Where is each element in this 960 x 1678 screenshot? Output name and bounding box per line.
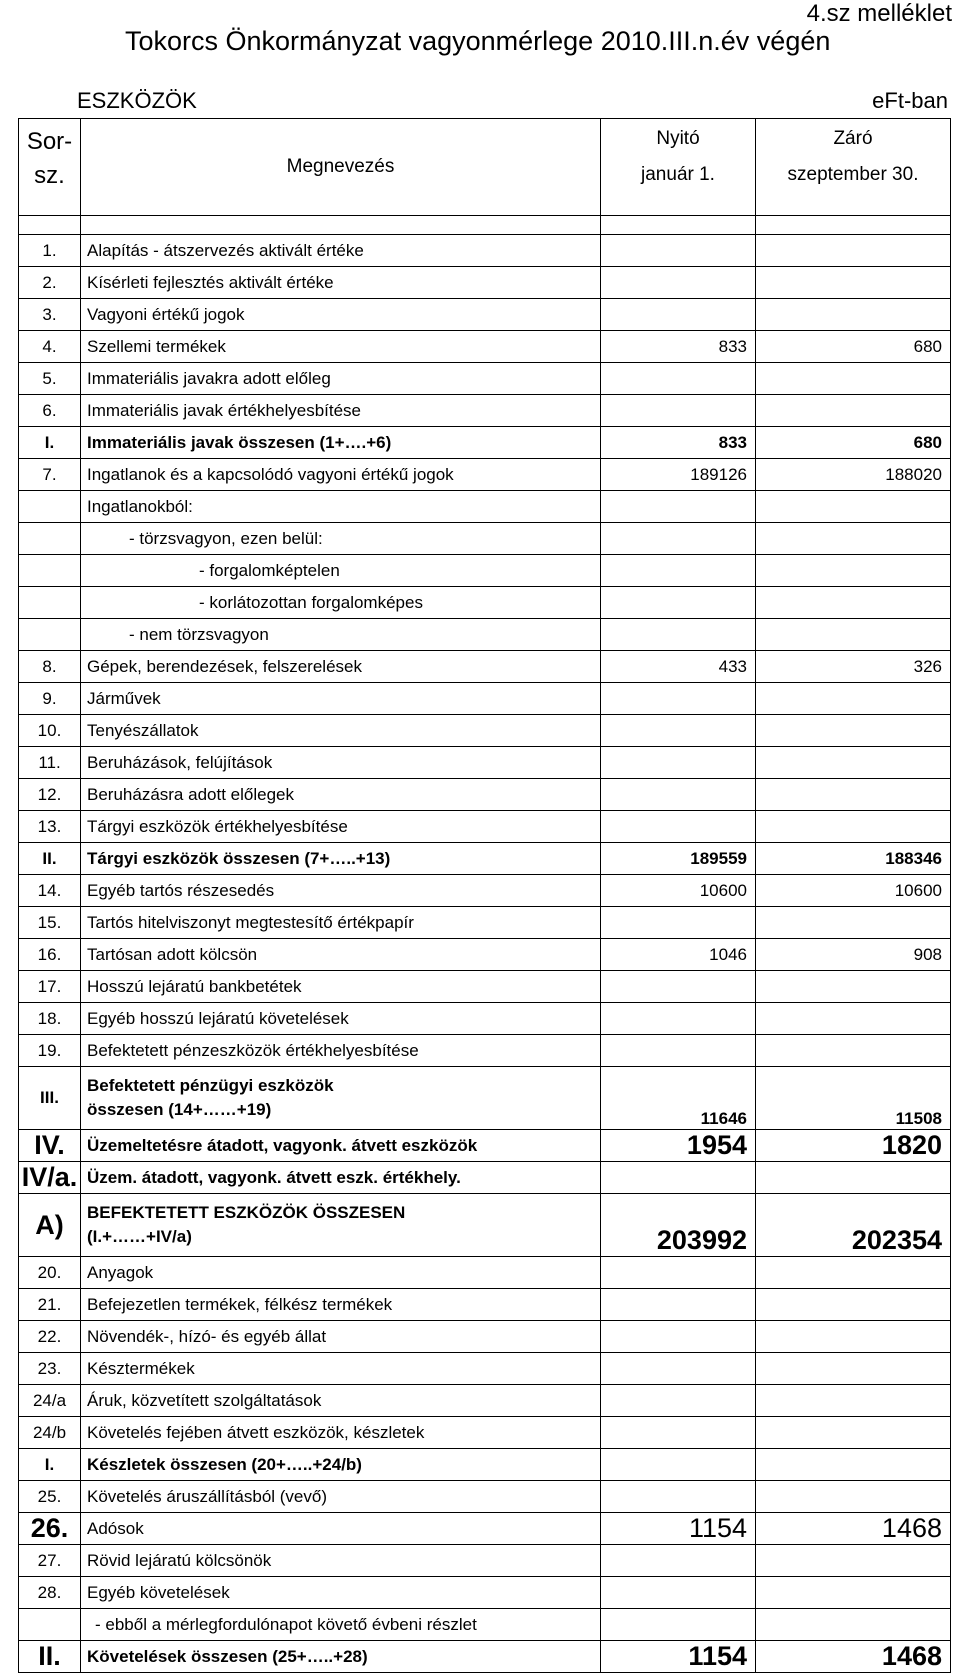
row-number bbox=[19, 555, 81, 587]
table-row bbox=[19, 875, 951, 907]
row-open-value bbox=[601, 907, 756, 939]
row-number: 3. bbox=[19, 299, 81, 331]
row-number: 11. bbox=[19, 747, 81, 779]
row-open-value: 833 bbox=[601, 331, 756, 363]
row-number: 6. bbox=[19, 395, 81, 427]
row-name: Egyéb követelések bbox=[81, 1577, 601, 1609]
row-close-value bbox=[756, 1257, 951, 1289]
row-name: Egyéb tartós részesedés bbox=[81, 875, 601, 907]
table-row bbox=[19, 1194, 951, 1257]
row-open-value bbox=[601, 1353, 756, 1385]
row-name: Immateriális javak összesen (1+….+6) bbox=[81, 427, 601, 459]
row-open-value bbox=[601, 1003, 756, 1035]
table-row bbox=[19, 747, 951, 779]
row-close-value bbox=[756, 235, 951, 267]
row-number: 27. bbox=[19, 1545, 81, 1577]
row-number: 14. bbox=[19, 875, 81, 907]
table-row bbox=[19, 459, 951, 491]
row-open-value bbox=[601, 1289, 756, 1321]
table-row bbox=[19, 427, 951, 459]
row-open-value bbox=[601, 299, 756, 331]
row-open-value: 1154 bbox=[601, 1641, 756, 1673]
row-name: Növendék-, hízó- és egyéb állat bbox=[81, 1321, 601, 1353]
row-open-value bbox=[601, 1385, 756, 1417]
row-open-value bbox=[601, 491, 756, 523]
row-close-value: 1468 bbox=[756, 1641, 951, 1673]
row-close-value bbox=[756, 1162, 951, 1194]
row-name: Ingatlanokból: bbox=[81, 491, 601, 523]
table-row bbox=[19, 587, 951, 619]
row-close-value bbox=[756, 523, 951, 555]
row-name: Készletek összesen (20+…..+24/b) bbox=[81, 1449, 601, 1481]
row-open-value bbox=[601, 1481, 756, 1513]
row-number bbox=[19, 1609, 81, 1641]
row-open-value bbox=[601, 395, 756, 427]
row-number: 24/b bbox=[19, 1417, 81, 1449]
row-close-value: 680 bbox=[756, 331, 951, 363]
row-open-value bbox=[601, 1417, 756, 1449]
table-row bbox=[19, 299, 951, 331]
row-name: Beruházásra adott előlegek bbox=[81, 779, 601, 811]
row-name-line1: Befektetett pénzügyi eszközök bbox=[87, 1076, 334, 1095]
row-close-value: 908 bbox=[756, 939, 951, 971]
table-row bbox=[19, 811, 951, 843]
table-row bbox=[19, 395, 951, 427]
row-number: 21. bbox=[19, 1289, 81, 1321]
row-name: Szellemi termékek bbox=[81, 331, 601, 363]
row-close-value: 10600 bbox=[756, 875, 951, 907]
balance-table bbox=[18, 118, 951, 1673]
row-number: 16. bbox=[19, 939, 81, 971]
row-number: 9. bbox=[19, 683, 81, 715]
row-name: Immateriális javakra adott előleg bbox=[81, 363, 601, 395]
table-row bbox=[19, 491, 951, 523]
row-close-value bbox=[756, 491, 951, 523]
section-title: ESZKÖZÖK bbox=[77, 88, 197, 113]
row-name: Üzem. átadott, vagyonk. átvett eszk. értékhely. bbox=[81, 1162, 601, 1194]
row-number: 23. bbox=[19, 1353, 81, 1385]
table-row bbox=[19, 1067, 951, 1130]
row-open-value bbox=[601, 587, 756, 619]
row-number: A) bbox=[19, 1194, 81, 1257]
row-name: Beruházások, felújítások bbox=[81, 747, 601, 779]
row-close-value: 1820 bbox=[756, 1130, 951, 1162]
row-open-value bbox=[601, 715, 756, 747]
row-name: - korlátozottan forgalomképes bbox=[81, 587, 601, 619]
table-row bbox=[19, 971, 951, 1003]
row-number: 13. bbox=[19, 811, 81, 843]
row-open-value: 1046 bbox=[601, 939, 756, 971]
table-row bbox=[19, 1513, 951, 1545]
row-name: Kísérleti fejlesztés aktivált értéke bbox=[81, 267, 601, 299]
row-open-value bbox=[601, 779, 756, 811]
row-close-value bbox=[756, 267, 951, 299]
row-number: 7. bbox=[19, 459, 81, 491]
row-open-value bbox=[601, 1449, 756, 1481]
table-row bbox=[19, 1641, 951, 1673]
row-number: 15. bbox=[19, 907, 81, 939]
row-number: 24/a bbox=[19, 1385, 81, 1417]
row-close-value bbox=[756, 619, 951, 651]
header-open-line1: Nyitó bbox=[656, 128, 700, 149]
row-number: 22. bbox=[19, 1321, 81, 1353]
table-row bbox=[19, 1162, 951, 1194]
row-close-value bbox=[756, 1289, 951, 1321]
table-row bbox=[19, 1353, 951, 1385]
row-open-value bbox=[601, 971, 756, 1003]
row-open-value: 10600 bbox=[601, 875, 756, 907]
row-number: 8. bbox=[19, 651, 81, 683]
row-close-value bbox=[756, 395, 951, 427]
row-open-value: 1154 bbox=[601, 1513, 756, 1545]
header-name: Megnevezés bbox=[81, 119, 601, 216]
row-close-value: 11508 bbox=[756, 1067, 951, 1130]
row-name: Követelés fejében átvett eszközök, készletek bbox=[81, 1417, 601, 1449]
table-row bbox=[19, 1035, 951, 1067]
row-number: 19. bbox=[19, 1035, 81, 1067]
row-name: Hosszú lejáratú bankbetétek bbox=[81, 971, 601, 1003]
row-close-value bbox=[756, 683, 951, 715]
row-name: Üzemeltetésre átadott, vagyonk. átvett eszközök bbox=[81, 1130, 601, 1162]
table-row bbox=[19, 1257, 951, 1289]
row-close-value: 188346 bbox=[756, 843, 951, 875]
row-number: 10. bbox=[19, 715, 81, 747]
table-row bbox=[19, 555, 951, 587]
header-sor bbox=[19, 119, 81, 216]
table-row bbox=[19, 1545, 951, 1577]
row-open-value bbox=[601, 523, 756, 555]
table-row bbox=[19, 1577, 951, 1609]
row-name: Immateriális javak értékhelyesbítése bbox=[81, 395, 601, 427]
row-close-value: 202354 bbox=[756, 1194, 951, 1257]
row-name: Tárgyi eszközök értékhelyesbítése bbox=[81, 811, 601, 843]
row-name: - forgalomképtelen bbox=[81, 555, 601, 587]
header-close-line2: szeptember 30. bbox=[787, 164, 919, 185]
table-row bbox=[19, 683, 951, 715]
row-close-value bbox=[756, 715, 951, 747]
row-name bbox=[81, 1194, 601, 1257]
table-row bbox=[19, 907, 951, 939]
row-number: IV/a. bbox=[19, 1162, 81, 1194]
row-name: Áruk, közvetített szolgáltatások bbox=[81, 1385, 601, 1417]
row-name: Befejezetlen termékek, félkész termékek bbox=[81, 1289, 601, 1321]
row-close-value bbox=[756, 1417, 951, 1449]
row-close-value: 188020 bbox=[756, 459, 951, 491]
table-row bbox=[19, 715, 951, 747]
row-name: Rövid lejáratú kölcsönök bbox=[81, 1545, 601, 1577]
row-close-value bbox=[756, 779, 951, 811]
row-name: Adósok bbox=[81, 1513, 601, 1545]
row-open-value bbox=[601, 1162, 756, 1194]
row-open-value bbox=[601, 1545, 756, 1577]
row-close-value bbox=[756, 555, 951, 587]
row-number bbox=[19, 523, 81, 555]
row-close-value: 1468 bbox=[756, 1513, 951, 1545]
table-row bbox=[19, 267, 951, 299]
row-open-value bbox=[601, 1257, 756, 1289]
row-number: 26. bbox=[19, 1513, 81, 1545]
row-number: III. bbox=[19, 1067, 81, 1130]
row-close-value bbox=[756, 1577, 951, 1609]
row-name: Tartós hitelviszonyt megtestesítő értékpapír bbox=[81, 907, 601, 939]
table-row bbox=[19, 1130, 951, 1162]
row-open-value: 1954 bbox=[601, 1130, 756, 1162]
row-open-value: 833 bbox=[601, 427, 756, 459]
row-name: Tartósan adott kölcsön bbox=[81, 939, 601, 971]
row-name: Egyéb hosszú lejáratú követelések bbox=[81, 1003, 601, 1035]
row-name-line1: BEFEKTETETT ESZKÖZÖK ÖSSZESEN bbox=[87, 1203, 406, 1222]
row-open-value bbox=[601, 1321, 756, 1353]
row-close-value bbox=[756, 1321, 951, 1353]
row-number: 1. bbox=[19, 235, 81, 267]
row-number bbox=[19, 619, 81, 651]
table-row bbox=[19, 1321, 951, 1353]
row-open-value bbox=[601, 267, 756, 299]
table-row bbox=[19, 1417, 951, 1449]
row-close-value bbox=[756, 1353, 951, 1385]
row-number: 5. bbox=[19, 363, 81, 395]
row-close-value bbox=[756, 1545, 951, 1577]
row-name: Gépek, berendezések, felszerelések bbox=[81, 651, 601, 683]
row-open-value bbox=[601, 619, 756, 651]
row-number: 20. bbox=[19, 1257, 81, 1289]
row-number: I. bbox=[19, 427, 81, 459]
header-open bbox=[601, 119, 756, 216]
row-close-value bbox=[756, 907, 951, 939]
table-row bbox=[19, 331, 951, 363]
row-open-value bbox=[601, 1035, 756, 1067]
row-name: Alapítás - átszervezés aktivált értéke bbox=[81, 235, 601, 267]
table-row bbox=[19, 1003, 951, 1035]
unit-label: eFt-ban bbox=[872, 88, 948, 113]
row-number: II. bbox=[19, 843, 81, 875]
row-open-value bbox=[601, 363, 756, 395]
table-row bbox=[19, 843, 951, 875]
table-row bbox=[19, 1481, 951, 1513]
row-number: 4. bbox=[19, 331, 81, 363]
row-close-value bbox=[756, 811, 951, 843]
row-name: - törzsvagyon, ezen belül: bbox=[81, 523, 601, 555]
row-number bbox=[19, 491, 81, 523]
row-open-value: 189559 bbox=[601, 843, 756, 875]
row-name: Anyagok bbox=[81, 1257, 601, 1289]
row-open-value bbox=[601, 1577, 756, 1609]
table-row bbox=[19, 235, 951, 267]
row-name: Járművek bbox=[81, 683, 601, 715]
row-name: - nem törzsvagyon bbox=[81, 619, 601, 651]
row-number: 18. bbox=[19, 1003, 81, 1035]
page-title: Tokorcs Önkormányzat vagyonmérlege 2010.III.n.év végén bbox=[125, 26, 831, 56]
row-open-value: 433 bbox=[601, 651, 756, 683]
row-close-value bbox=[756, 587, 951, 619]
annex-label: 4.sz melléklet bbox=[806, 0, 952, 27]
table-row bbox=[19, 1289, 951, 1321]
row-open-value bbox=[601, 235, 756, 267]
row-close-value bbox=[756, 1035, 951, 1067]
row-open-value: 189126 bbox=[601, 459, 756, 491]
row-open-value bbox=[601, 1609, 756, 1641]
row-name-line2: összesen (14+……+19) bbox=[87, 1100, 272, 1119]
row-close-value bbox=[756, 1449, 951, 1481]
row-open-value bbox=[601, 683, 756, 715]
table-row bbox=[19, 939, 951, 971]
table-row bbox=[19, 363, 951, 395]
row-name: Vagyoni értékű jogok bbox=[81, 299, 601, 331]
row-number: 2. bbox=[19, 267, 81, 299]
row-name: Követelés áruszállításból (vevő) bbox=[81, 1481, 601, 1513]
row-open-value: 11646 bbox=[601, 1067, 756, 1130]
row-close-value: 680 bbox=[756, 427, 951, 459]
row-close-value bbox=[756, 971, 951, 1003]
row-open-value bbox=[601, 747, 756, 779]
row-number: IV. bbox=[19, 1130, 81, 1162]
row-name-line2: (I.+……+IV/a) bbox=[87, 1227, 192, 1246]
row-name: Tenyészállatok bbox=[81, 715, 601, 747]
row-open-value: 203992 bbox=[601, 1194, 756, 1257]
row-close-value bbox=[756, 1385, 951, 1417]
row-close-value bbox=[756, 1609, 951, 1641]
row-name: Ingatlanok és a kapcsolódó vagyoni értékű jogok bbox=[81, 459, 601, 491]
header-sor-line2: sz. bbox=[34, 162, 65, 189]
header-close-line1: Záró bbox=[833, 128, 873, 149]
table-row bbox=[19, 523, 951, 555]
row-close-value bbox=[756, 747, 951, 779]
spacer-row bbox=[19, 216, 951, 235]
row-number: II. bbox=[19, 1641, 81, 1673]
row-name: Befektetett pénzeszközök értékhelyesbítése bbox=[81, 1035, 601, 1067]
row-number: 25. bbox=[19, 1481, 81, 1513]
row-name: - ebből a mérlegfordulónapot követő évbeni részlet bbox=[81, 1609, 601, 1641]
table-row bbox=[19, 651, 951, 683]
row-name bbox=[81, 1067, 601, 1130]
row-number: 28. bbox=[19, 1577, 81, 1609]
row-close-value bbox=[756, 363, 951, 395]
row-number: 12. bbox=[19, 779, 81, 811]
table-row bbox=[19, 1385, 951, 1417]
row-name: Követelések összesen (25+…..+28) bbox=[81, 1641, 601, 1673]
table-row bbox=[19, 1609, 951, 1641]
row-close-value bbox=[756, 1481, 951, 1513]
row-number: I. bbox=[19, 1449, 81, 1481]
header-open-line2: január 1. bbox=[641, 164, 715, 185]
header-sor-line1: Sor- bbox=[26, 128, 73, 155]
table-row bbox=[19, 779, 951, 811]
row-name: Tárgyi eszközök összesen (7+…..+13) bbox=[81, 843, 601, 875]
row-close-value: 326 bbox=[756, 651, 951, 683]
row-number bbox=[19, 587, 81, 619]
header-row bbox=[19, 119, 951, 216]
row-number: 17. bbox=[19, 971, 81, 1003]
row-open-value bbox=[601, 555, 756, 587]
row-close-value bbox=[756, 1003, 951, 1035]
row-close-value bbox=[756, 299, 951, 331]
row-open-value bbox=[601, 811, 756, 843]
row-name: Késztermékek bbox=[81, 1353, 601, 1385]
header-close bbox=[756, 119, 951, 216]
table-row bbox=[19, 1449, 951, 1481]
table-row bbox=[19, 619, 951, 651]
